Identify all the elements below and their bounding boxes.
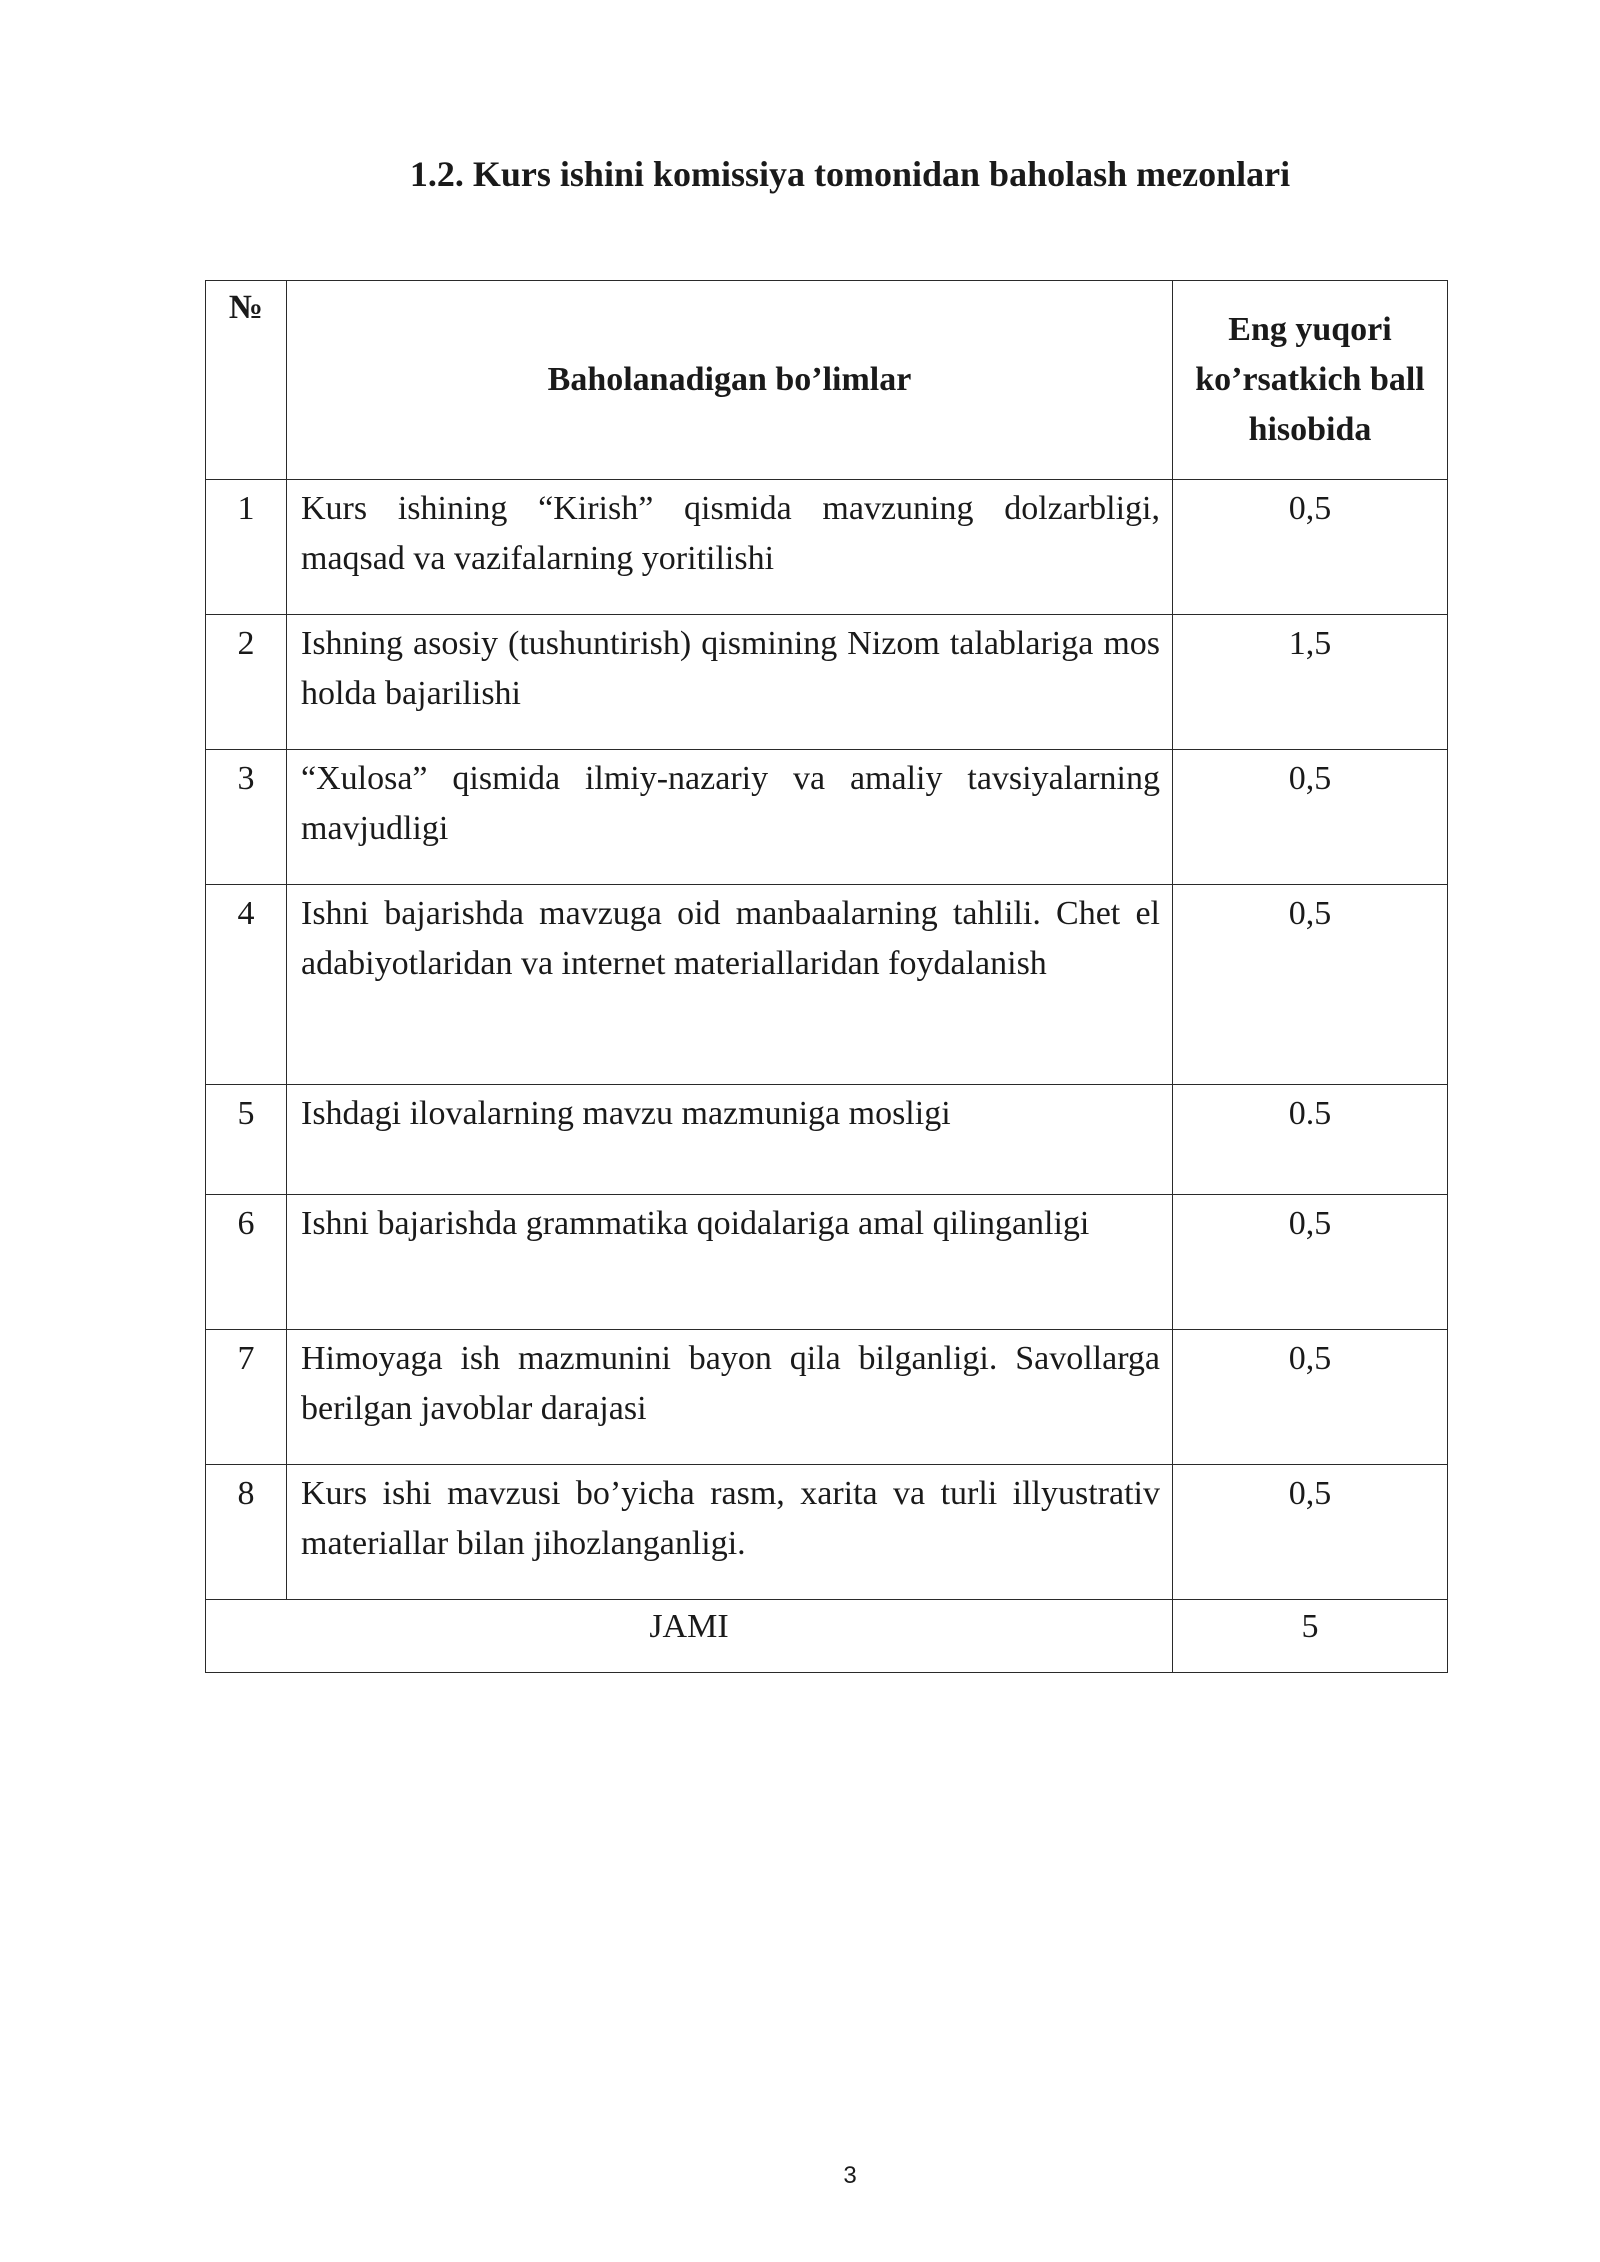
row-criterion: Ishni bajarishda mavzuga oid manbaalarning tahlili. Chet el adabiyotlaridan va internet materiallaridan foydalanish: [287, 885, 1173, 1085]
row-number: 4: [206, 885, 287, 1085]
row-criterion: Himoyaga ish mazmunini bayon qila bilganligi. Savollarga berilgan javoblar darajasi: [287, 1330, 1173, 1465]
row-criterion: Ishdagi ilovalarning mavzu mazmuniga mosligi: [287, 1085, 1173, 1195]
row-number: 3: [206, 750, 287, 885]
row-score: 0,5: [1173, 885, 1448, 1085]
table-row: [206, 1085, 1448, 1195]
header-max-score: Eng yuqori ko’rsatkich ball hisobida: [1173, 281, 1448, 480]
row-score: 0,5: [1173, 1195, 1448, 1330]
table-row: [206, 1195, 1448, 1330]
row-number: 8: [206, 1465, 287, 1600]
criteria-table: [205, 280, 1448, 1673]
table-row: [206, 1465, 1448, 1600]
row-number: 2: [206, 615, 287, 750]
table-row: [206, 885, 1448, 1085]
row-number: 5: [206, 1085, 287, 1195]
row-score: 0,5: [1173, 1330, 1448, 1465]
row-criterion: “Xulosa” qismida ilmiy-nazariy va amaliy tavsiyalarning mavjudligi: [287, 750, 1173, 885]
row-criterion: Kurs ishining “Kirish” qismida mavzuning dolzarbligi, maqsad va vazifalarning yoritilishi: [287, 480, 1173, 615]
page-number: 3: [843, 2162, 857, 2189]
row-score: 0.5: [1173, 1085, 1448, 1195]
table-row: [206, 1330, 1448, 1465]
row-number: 6: [206, 1195, 287, 1330]
total-label: JAMI: [206, 1600, 1173, 1673]
table-row: [206, 750, 1448, 885]
row-score: 0,5: [1173, 750, 1448, 885]
total-value: 5: [1173, 1600, 1448, 1673]
row-number: 7: [206, 1330, 287, 1465]
row-number: 1: [206, 480, 287, 615]
row-criterion: Ishni bajarishda grammatika qoidalariga amal qilinganligi: [287, 1195, 1173, 1330]
row-score: 0,5: [1173, 480, 1448, 615]
table-header-row: [206, 281, 1448, 480]
row-score: 1,5: [1173, 615, 1448, 750]
row-criterion: Kurs ishi mavzusi bo’yicha rasm, xarita va turli illyustrativ materiallar bilan jihozlanganligi.: [287, 1465, 1173, 1600]
header-sections: Baholanadigan bo’limlar: [287, 281, 1173, 480]
table-row: [206, 615, 1448, 750]
page-title: 1.2. Kurs ishini komissiya tomonidan baholash mezonlari: [409, 154, 1291, 194]
header-number: №: [206, 281, 287, 480]
row-criterion: Ishning asosiy (tushuntirish) qismining Nizom talablariga mos holda bajarilishi: [287, 615, 1173, 750]
table-total-row: [206, 1600, 1448, 1673]
row-score: 0,5: [1173, 1465, 1448, 1600]
table-row: [206, 480, 1448, 615]
